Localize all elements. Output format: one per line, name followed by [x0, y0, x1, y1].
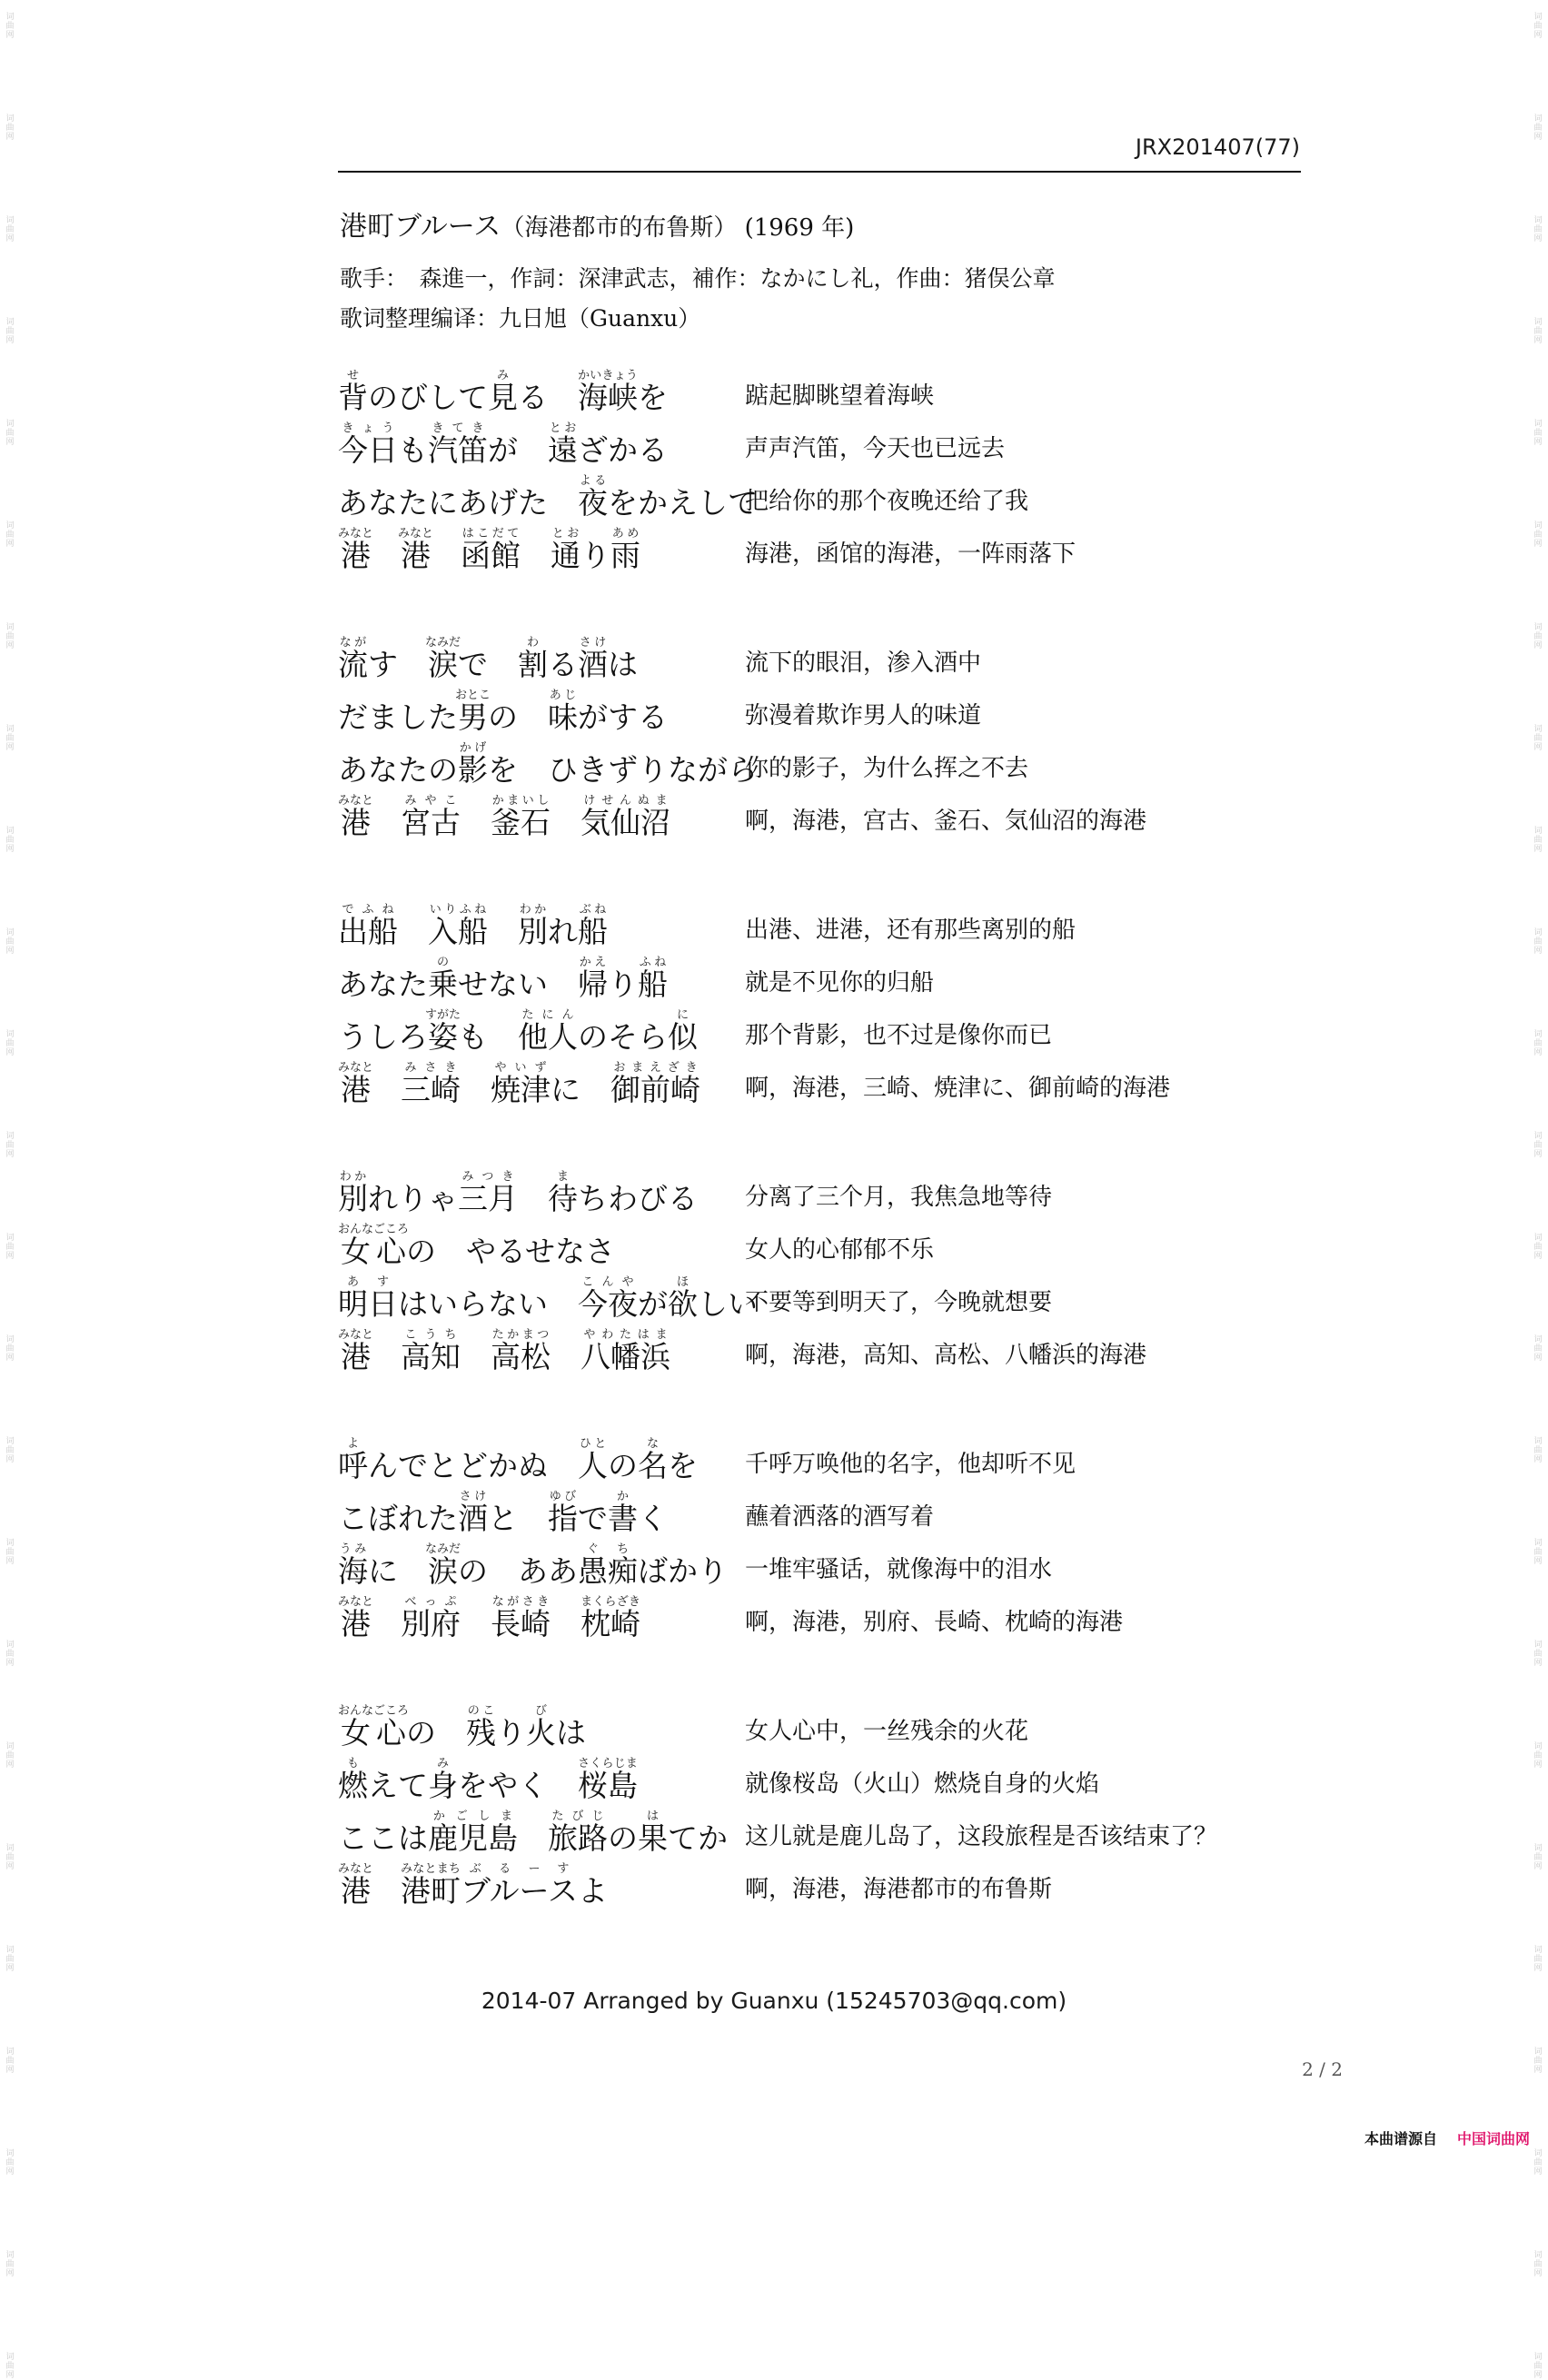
kanji-with-reading: 釜石かまいし	[491, 794, 551, 840]
watermark-stamp: 词曲网	[1533, 1742, 1543, 1770]
lyric-cn: 把给你的那个夜晚还给了我	[745, 488, 1029, 515]
kanji-with-reading: 船ふね	[638, 956, 668, 1002]
lyric-line	[338, 788, 1274, 841]
furigana: ぶるーす	[461, 1862, 579, 1876]
furigana: かげ	[458, 741, 488, 755]
kanji-with-reading: 高松たかまつ	[491, 1328, 551, 1374]
lyric-line	[338, 1056, 1274, 1108]
lyric-line	[338, 736, 1274, 788]
furigana: か	[608, 1490, 638, 1503]
watermark-stamp: 词曲网	[1533, 1234, 1543, 1261]
furigana: けせんぬま	[580, 794, 670, 808]
furigana: の	[428, 956, 458, 969]
furigana: みなと	[338, 1061, 374, 1075]
lyric-jp	[338, 1595, 745, 1642]
furigana: こうち	[401, 1328, 461, 1342]
kanji-with-reading: 似に	[668, 1008, 698, 1055]
kanji-with-reading: 船ぶね	[578, 903, 608, 949]
watermark-stamp: 词曲网	[5, 2048, 15, 2075]
kanji-with-reading: 人ひと	[578, 1437, 608, 1483]
furigana: とお	[548, 421, 578, 435]
furigana: み	[488, 369, 518, 382]
kanji-with-reading: 身み	[428, 1757, 458, 1803]
lyric-line	[338, 950, 1274, 1003]
lyric-jp: 港みなと 三崎みさき 焼津やいずに 御前崎おまえざき	[338, 1061, 700, 1107]
furigana: かまいし	[491, 794, 551, 808]
furigana: あめ	[610, 527, 640, 540]
furigana: とお	[551, 527, 580, 540]
kanji-with-reading: 枕崎まくらざき	[580, 1595, 640, 1641]
kanji-with-reading: 味あじ	[548, 689, 578, 735]
furigana: みなと	[338, 1862, 374, 1876]
watermark-stamp: 词曲网	[1533, 1030, 1543, 1057]
furigana: ふね	[638, 956, 668, 969]
kanji-with-reading: 燃も	[338, 1757, 368, 1803]
kanji-with-reading: 割わ	[518, 636, 548, 682]
furigana: かいきょう	[578, 369, 638, 382]
song-title-cn: （海港都市的布鲁斯） (1969 年)	[501, 214, 855, 242]
kanji-with-reading: 三月みつき	[458, 1170, 518, 1216]
credits	[340, 259, 1056, 339]
lyric-jp: 海うみに 涙なみだの ああ愚痴ぐちばかり	[338, 1542, 728, 1589]
lyric-line	[338, 1270, 1274, 1323]
furigana: みなと	[338, 1328, 374, 1342]
furigana: わ	[518, 636, 548, 650]
furigana: みつき	[458, 1170, 518, 1184]
furigana: わか	[518, 903, 548, 917]
watermark-stamp: 词曲网	[5, 1234, 15, 1261]
watermark-stamp: 词曲网	[5, 1132, 15, 1159]
kanji-with-reading: 高知こうち	[401, 1328, 461, 1374]
watermark-stamp: 词曲网	[5, 2251, 15, 2278]
lyric-line	[338, 897, 1274, 950]
kanji-with-reading: 三崎みさき	[401, 1061, 461, 1107]
furigana: わか	[338, 1170, 368, 1184]
kanji-with-reading: 通とお	[551, 527, 580, 573]
furigana: みやこ	[401, 794, 461, 808]
lyric-jp: 明日あすはいらない 今夜こんやが欲ほしい	[338, 1275, 758, 1322]
furigana: よる	[578, 474, 608, 488]
furigana: ま	[548, 1170, 578, 1184]
watermark-stamp: 词曲网	[5, 114, 15, 142]
kanji-with-reading: 別府べっぷ	[401, 1595, 461, 1641]
source-site-link[interactable]: 中国词曲网	[1456, 2130, 1530, 2147]
kanji-with-reading: 気仙沼けせんぬま	[580, 794, 670, 840]
furigana: ぐち	[578, 1542, 638, 1556]
page-number: 2 / 2	[1302, 2058, 1343, 2080]
furigana: でふね	[338, 903, 398, 917]
watermark-stamp: 词曲网	[1533, 1946, 1543, 1973]
song-title-jp: 港町ブルース	[340, 211, 501, 243]
kanji-with-reading: 港みなと	[338, 527, 374, 573]
watermark-stamp: 词曲网	[1533, 2353, 1543, 2380]
kanji-with-reading: 港みなと	[338, 1328, 374, 1374]
kanji-with-reading: 焼津やいず	[491, 1061, 551, 1107]
furigana: べっぷ	[401, 1595, 461, 1609]
kanji-with-reading: 遠とお	[548, 421, 578, 468]
lyric-cn: 蘸着洒落的酒写着	[745, 1503, 935, 1531]
lyric-jp: あなたの影かげを ひきずりながら	[338, 741, 758, 788]
kanji-with-reading: 火び	[526, 1704, 557, 1750]
lyric-jp: 背せのびして見みる 海峡かいきょうを	[338, 369, 668, 415]
furigana: なみだ	[425, 636, 461, 650]
furigana: かごしま	[428, 1810, 518, 1823]
watermark-stamp: 词曲网	[5, 623, 15, 650]
lyric-line	[338, 1699, 1274, 1751]
lyric-line	[338, 1432, 1274, 1484]
lyric-cn: 就是不见你的归船	[745, 969, 935, 997]
lyric-jp: 女心おんなごころの 残のこり火びは	[338, 1704, 587, 1750]
kanji-with-reading: 港みなと	[398, 527, 434, 573]
watermark-stamp: 词曲网	[1533, 1132, 1543, 1159]
watermark-stamp: 词曲网	[1533, 2251, 1543, 2278]
kanji-with-reading: 指ゆび	[548, 1490, 578, 1536]
source-note	[1364, 2127, 1530, 2148]
furigana: やいず	[491, 1061, 551, 1075]
lyric-jp: 出船でふね 入船いりふね 別わかれ船ぶね	[338, 903, 608, 949]
lyric-jp: 別わかれりゃ三月みつき 待まちわびる	[338, 1170, 698, 1216]
lyric-line	[338, 1590, 1274, 1642]
watermark-stamp: 词曲网	[1533, 420, 1543, 447]
kanji-with-reading: 海うみ	[338, 1542, 368, 1589]
lyric-line	[338, 363, 1274, 416]
furigana: さくらじま	[578, 1757, 638, 1770]
kanji-with-reading: 鹿児島かごしま	[428, 1810, 518, 1856]
lyric-jp: うしろ姿すがたも 他人たにんのそら似に	[338, 1008, 698, 1055]
furigana: おまえざき	[610, 1061, 700, 1075]
lyric-jp: あなたにあげた 夜よるをかえして	[338, 474, 758, 521]
kanji-with-reading: 名な	[638, 1437, 668, 1483]
lyric-cn: 分离了三个月，我焦急地等待	[745, 1184, 1053, 1211]
watermark-stamp: 词曲网	[1533, 1844, 1543, 1871]
furigana: に	[668, 1008, 698, 1022]
watermark-stamp: 词曲网	[1533, 13, 1543, 40]
kanji-with-reading: 港みなと	[338, 1862, 374, 1909]
source-label: 本曲谱源自	[1364, 2130, 1437, 2147]
kanji-with-reading: 港みなと	[338, 1061, 374, 1107]
right-watermark-strip	[1532, 0, 1544, 2380]
lyric-cn: 海港，函馆的海港，一阵雨落下	[745, 540, 1077, 568]
kanji-with-reading: 背せ	[338, 369, 368, 415]
lyric-jp: 女心おんなごころの やるせなさ	[338, 1223, 616, 1269]
lyric-jp: 港みなと 港みなと 函館はこだて 通とおり雨あめ	[338, 527, 640, 573]
watermark-stamp: 词曲网	[5, 725, 15, 752]
kanji-with-reading: 姿すがた	[425, 1008, 461, 1055]
watermark-stamp: 词曲网	[1533, 521, 1543, 549]
lyric-cn: 就像桜岛（火山）燃烧自身的火焰	[745, 1770, 1100, 1798]
kanji-with-reading: 涙なみだ	[425, 1542, 461, 1589]
furigana: も	[338, 1757, 368, 1770]
kanji-with-reading: 乗の	[428, 956, 458, 1002]
lyric-line	[338, 1751, 1274, 1804]
lyric-jp	[338, 794, 745, 841]
lyric-jp	[338, 1328, 745, 1375]
lyric-cn: 女人的心郁郁不乐	[745, 1236, 935, 1264]
kanji-with-reading: 入船いりふね	[428, 903, 488, 949]
furigana: さけ	[458, 1490, 488, 1503]
lyric-jp: 港みなと 港町みなとまちブルースぶるーすよ	[338, 1862, 609, 1909]
lyric-jp: 呼よんでとどかぬ 人ひとの名なを	[338, 1437, 698, 1483]
watermark-stamp: 词曲网	[5, 928, 15, 956]
kanji-with-reading: 八幡浜やわたはま	[580, 1328, 670, 1374]
furigana: かえ	[578, 956, 608, 969]
lyric-jp: 今日きょうも汽笛きてきが 遠とおざかる	[338, 421, 668, 468]
watermark-stamp: 词曲网	[5, 1539, 15, 1566]
credits-translator: 歌词整理编译：九日旭（Guanxu）	[340, 305, 701, 332]
lyric-line	[338, 630, 1274, 683]
watermark-stamp: 词曲网	[1533, 216, 1543, 243]
watermark-stamp: 词曲网	[5, 1946, 15, 1973]
kanji-with-reading: 待ま	[548, 1170, 578, 1216]
furigana: みなと	[338, 794, 374, 808]
watermark-stamp: 词曲网	[5, 216, 15, 243]
kanji-with-reading: 出船でふね	[338, 903, 398, 949]
furigana: び	[526, 1704, 556, 1718]
lyric-cn: 啊，海港，宫古、釜石、気仙沼的海港	[745, 808, 1147, 835]
furigana: やわたはま	[580, 1328, 670, 1342]
kanji-with-reading: 愚痴ぐち	[578, 1542, 638, 1589]
lyric-line	[338, 1804, 1274, 1857]
document-code: JRX201407(77)	[1135, 134, 1300, 160]
lyric-line	[338, 469, 1274, 521]
furigana: たにん	[518, 1008, 578, 1022]
stanza	[338, 1699, 1274, 1909]
lyric-cn: 那个背影，也不过是像你而已	[745, 1022, 1053, 1049]
watermark-stamp: 词曲网	[1533, 2048, 1543, 2075]
lyric-jp: だました男おとこの 味あじがする	[338, 689, 668, 735]
stanza	[338, 1165, 1274, 1375]
kanji-with-reading: 海峡かいきょう	[578, 369, 638, 415]
lyric-line	[338, 1484, 1274, 1537]
watermark-stamp: 词曲网	[1533, 318, 1543, 345]
stanza	[338, 897, 1274, 1108]
kanji-with-reading: 御前崎おまえざき	[610, 1061, 700, 1107]
watermark-stamp: 词曲网	[5, 1335, 15, 1363]
kanji-with-reading: 明日あす	[338, 1275, 398, 1322]
kanji-with-reading: ブルースぶるーす	[461, 1862, 579, 1909]
furigana: あじ	[548, 689, 578, 702]
watermark-stamp: 词曲网	[5, 521, 15, 549]
furigana: おんなごころ	[338, 1223, 410, 1236]
lyric-jp: あなた乗のせない 帰かえり船ふね	[338, 956, 668, 1002]
kanji-with-reading: 港みなと	[338, 794, 374, 840]
furigana: み	[428, 1757, 458, 1770]
furigana: うみ	[338, 1542, 368, 1556]
kanji-with-reading: 酒さけ	[578, 636, 608, 682]
furigana: きょう	[338, 421, 398, 435]
watermark-stamp: 词曲网	[1533, 1641, 1543, 1668]
lyric-line	[338, 1003, 1274, 1056]
furigana: いりふね	[428, 903, 488, 917]
kanji-with-reading: 書か	[608, 1490, 638, 1536]
furigana: あす	[338, 1275, 398, 1289]
furigana: みなと	[338, 1595, 374, 1609]
kanji-with-reading: 別わか	[518, 903, 548, 949]
kanji-with-reading: 影かげ	[458, 741, 488, 788]
stanza	[338, 363, 1274, 574]
watermark-stamp: 词曲网	[1533, 2149, 1543, 2177]
song-title	[340, 203, 854, 243]
kanji-with-reading: 桜島さくらじま	[578, 1757, 638, 1803]
furigana: みさき	[401, 1061, 461, 1075]
furigana: まくらざき	[580, 1595, 640, 1609]
lyric-jp: ここは鹿児島かごしま 旅路たびじの果はてか	[338, 1810, 728, 1856]
lyric-jp: 流ながす 涙なみだで 割わる酒さけは	[338, 636, 638, 682]
kanji-with-reading: 今日きょう	[338, 421, 398, 468]
watermark-stamp: 词曲网	[1533, 623, 1543, 650]
watermark-stamp: 词曲网	[5, 827, 15, 854]
lyric-line	[338, 1857, 1274, 1909]
kanji-with-reading: 見み	[488, 369, 518, 415]
lyric-cn: 啊，海港，三崎、焼津に、御前崎的海港	[745, 1075, 1171, 1102]
watermark-stamp: 词曲网	[1533, 114, 1543, 142]
lyric-line	[338, 683, 1274, 736]
stanza	[338, 1432, 1274, 1642]
furigana: おとこ	[455, 689, 491, 702]
lyric-cn: 啊，海港，海港都市的布鲁斯	[745, 1876, 1053, 1903]
kanji-with-reading: 汽笛きてき	[428, 421, 488, 468]
lyric-line	[338, 1323, 1274, 1375]
watermark-stamp: 词曲网	[1533, 725, 1543, 752]
furigana: はこだて	[461, 527, 521, 540]
kanji-with-reading: 呼よ	[338, 1437, 368, 1483]
kanji-with-reading: 別わか	[338, 1170, 368, 1216]
kanji-with-reading: 残のこ	[466, 1704, 497, 1750]
furigana: すがた	[425, 1008, 461, 1022]
lyric-jp: こぼれた酒さけと 指ゆびで書かく	[338, 1490, 668, 1536]
furigana: ほ	[668, 1275, 698, 1289]
furigana: な	[638, 1437, 668, 1451]
furigana: なみだ	[425, 1542, 461, 1556]
furigana: こんや	[578, 1275, 638, 1289]
kanji-with-reading: 夜よる	[578, 474, 608, 521]
lyric-cn: 千呼万唤他的名字，他却听不见	[745, 1451, 1077, 1478]
watermark-stamp: 词曲网	[5, 1742, 15, 1770]
stanza	[338, 630, 1274, 841]
lyric-cn: 弥漫着欺诈男人的味道	[745, 702, 982, 729]
furigana: さけ	[578, 636, 608, 650]
furigana: たびじ	[548, 1810, 608, 1823]
lyric-line	[338, 1165, 1274, 1217]
furigana: せ	[338, 369, 368, 382]
lyric-jp: 燃もえて身みをやく 桜島さくらじま	[338, 1757, 638, 1803]
watermark-stamp: 词曲网	[5, 2353, 15, 2380]
lyric-cn: 流下的眼泪，渗入酒中	[745, 650, 982, 677]
kanji-with-reading: 酒さけ	[458, 1490, 488, 1536]
kanji-with-reading: 雨あめ	[610, 527, 640, 573]
kanji-with-reading: 流なが	[338, 636, 368, 682]
header-rule	[338, 171, 1301, 173]
lyric-cn: 女人心中，一丝残余的火花	[745, 1718, 1029, 1745]
watermark-stamp: 词曲网	[5, 13, 15, 40]
watermark-stamp: 词曲网	[1533, 827, 1543, 854]
kanji-with-reading: 宮古みやこ	[401, 794, 461, 840]
kanji-with-reading: 港町みなとまち	[401, 1862, 461, 1909]
furigana: ひと	[578, 1437, 608, 1451]
watermark-stamp: 词曲网	[1533, 1539, 1543, 1566]
lyric-line	[338, 521, 1274, 574]
watermark-stamp: 词曲网	[5, 1437, 15, 1464]
lyric-cn: 不要等到明天了，今晚就想要	[745, 1289, 1053, 1316]
footer-credit: 2014-07 Arranged by Guanxu (15245703@qq.com)	[481, 1988, 1067, 2014]
kanji-with-reading: 他人たにん	[518, 1008, 578, 1055]
furigana: みなとまち	[401, 1862, 461, 1876]
watermark-stamp: 词曲网	[5, 318, 15, 345]
lyric-cn: 啊，海港，别府、長崎、枕崎的海港	[745, 1609, 1124, 1636]
furigana: ぶね	[578, 903, 608, 917]
watermark-stamp: 词曲网	[1533, 1437, 1543, 1464]
furigana: みなと	[398, 527, 434, 540]
kanji-with-reading: 今夜こんや	[578, 1275, 638, 1322]
kanji-with-reading: 果は	[638, 1810, 668, 1856]
kanji-with-reading: 女心おんなごころ	[338, 1223, 410, 1269]
furigana: たかまつ	[491, 1328, 551, 1342]
watermark-stamp: 词曲网	[5, 1844, 15, 1871]
furigana: ゆび	[548, 1490, 578, 1503]
furigana: なが	[338, 636, 368, 650]
furigana: よ	[338, 1437, 368, 1451]
watermark-stamp: 词曲网	[5, 1641, 15, 1668]
lyric-cn: 一堆牢骚话，就像海中的泪水	[745, 1556, 1053, 1583]
lyric-cn: 声声汽笛，今天也已远去	[745, 435, 1006, 462]
lyric-line	[338, 1537, 1274, 1590]
watermark-stamp: 词曲网	[5, 2149, 15, 2177]
kanji-with-reading: 帰かえ	[578, 956, 608, 1002]
furigana: きてき	[428, 421, 488, 435]
kanji-with-reading: 旅路たびじ	[548, 1810, 608, 1856]
lyric-cn: 这儿就是鹿儿岛了，这段旅程是否该结束了？	[745, 1823, 1218, 1850]
lyric-line	[338, 1217, 1274, 1270]
furigana: は	[638, 1810, 668, 1823]
kanji-with-reading: 函館はこだて	[461, 527, 521, 573]
lyric-cn: 踮起脚眺望着海峡	[745, 382, 935, 410]
lyric-line	[338, 416, 1274, 469]
kanji-with-reading: 女心おんなごころ	[338, 1704, 410, 1750]
lyric-cn: 你的影子，为什么挥之不去	[745, 755, 1029, 782]
kanji-with-reading: 涙なみだ	[425, 636, 461, 682]
credits-artists: 歌手： 森進一，作詞：深津武志，補作：なかにし礼，作曲：猪俣公章	[340, 265, 1056, 292]
furigana: のこ	[466, 1704, 496, 1718]
furigana: おんなごころ	[338, 1704, 410, 1718]
lyrics	[338, 363, 1274, 1966]
furigana: ながさき	[491, 1595, 551, 1609]
kanji-with-reading: 港みなと	[338, 1595, 374, 1641]
watermark-stamp: 词曲网	[5, 1030, 15, 1057]
watermark-stamp: 词曲网	[1533, 1335, 1543, 1363]
watermark-stamp: 词曲网	[5, 420, 15, 447]
kanji-with-reading: 欲ほ	[668, 1275, 698, 1322]
furigana: みなと	[338, 527, 374, 540]
watermark-stamp: 词曲网	[1533, 928, 1543, 956]
kanji-with-reading: 男おとこ	[455, 689, 491, 735]
lyric-cn: 啊，海港，高知、高松、八幡浜的海港	[745, 1342, 1147, 1369]
left-watermark-strip	[4, 0, 16, 2380]
lyric-cn: 出港、进港，还有那些离别的船	[745, 917, 1077, 944]
kanji-with-reading: 長崎ながさき	[491, 1595, 551, 1641]
